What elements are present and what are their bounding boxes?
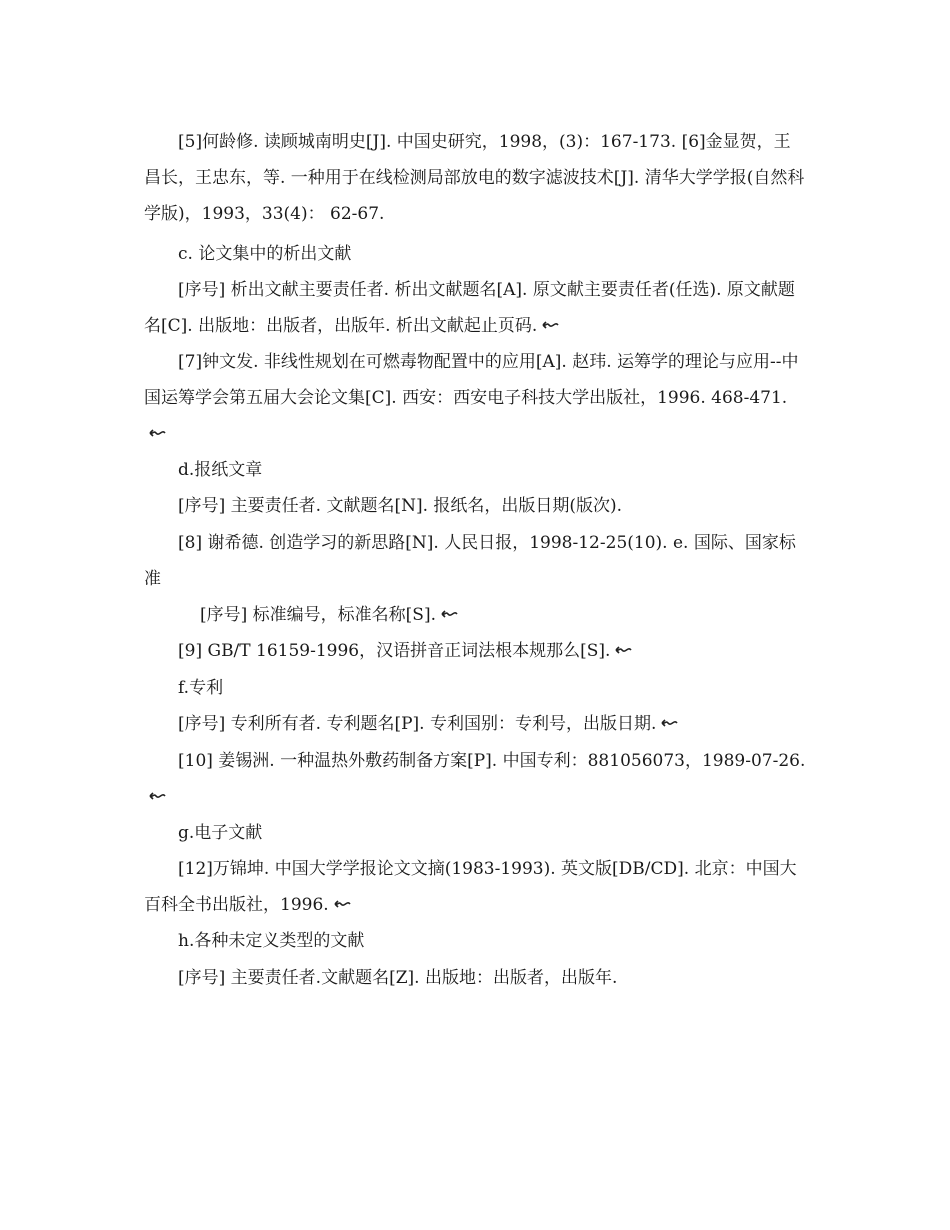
- wavy-return-mark-icon: [439, 608, 459, 622]
- reference-8: [8] 谢希德. 创造学习的新思路[N]. 人民日报，1998-12-25(10). e. 国际、国家标准: [144, 533, 796, 589]
- reference-7: [7]钟文发. 非线性规划在可燃毒物配置中的应用[A]. 赵玮. 运筹学的理论与应用--中国运筹学会第五届大会论文集[C]. 西安：西安电子科技大学出版社，1996. 468-471.: [144, 344, 806, 452]
- wavy-return-mark-icon: [147, 790, 167, 804]
- reference-10: [10] 姜锡洲. 一种温热外敷药制备方案[P]. 中国专利：881056073，1989-07-26.: [144, 743, 806, 815]
- format-patent: [序号] 专利所有者. 专利题名[P]. 专利国别：专利号，出版日期.: [178, 706, 806, 742]
- heading-c-collection: c. 论文集中的析出文献: [178, 244, 352, 264]
- format-collection: [序号] 析出文献主要责任者. 析出文献题名[A]. 原文献主要责任者(任选). 原文献题名[C]. 出版地：出版者，出版年. 析出文献起止页码.: [144, 280, 795, 336]
- wavy-return-mark-icon: [659, 717, 679, 731]
- heading-h-undefined: h.各种未定义类型的文献: [178, 931, 365, 951]
- heading-g-electronic: g.电子文献: [178, 823, 263, 843]
- heading-d-newspaper: d.报纸文章: [178, 460, 263, 480]
- heading-f-patent: f.专利: [178, 678, 224, 698]
- wavy-return-mark-icon: [147, 427, 167, 441]
- wavy-return-mark-icon: [540, 319, 560, 333]
- reference-12: [12]万锦坤. 中国大学学报论文文摘(1983-1993). 英文版[DB/CD]. 北京：中国大百科全书出版社，1996.: [144, 859, 797, 915]
- reference-5-6: [5]何龄修. 读顾城南明史[J]. 中国史研究，1998，(3)：167-173. [6]金显贺，王昌长，王忠东，等. 一种用于在线检测局部放电的数字滤波技术[J]. 清华大学学报(自然科学版)，1993，33(4)： 62-67.: [144, 132, 805, 224]
- wavy-return-mark-icon: [613, 644, 633, 658]
- format-undefined: [序号] 主要责任者.文献题名[Z]. 出版地：出版者，出版年.: [178, 968, 618, 988]
- wavy-return-mark-icon: [332, 898, 352, 912]
- format-newspaper: [序号] 主要责任者. 文献题名[N]. 报纸名，出版日期(版次).: [178, 496, 623, 516]
- reference-9: [9] GB/T 16159-1996，汉语拼音正词法根本规那么[S].: [178, 633, 806, 669]
- format-standard: [序号] 标准编号，标准名称[S].: [200, 597, 806, 633]
